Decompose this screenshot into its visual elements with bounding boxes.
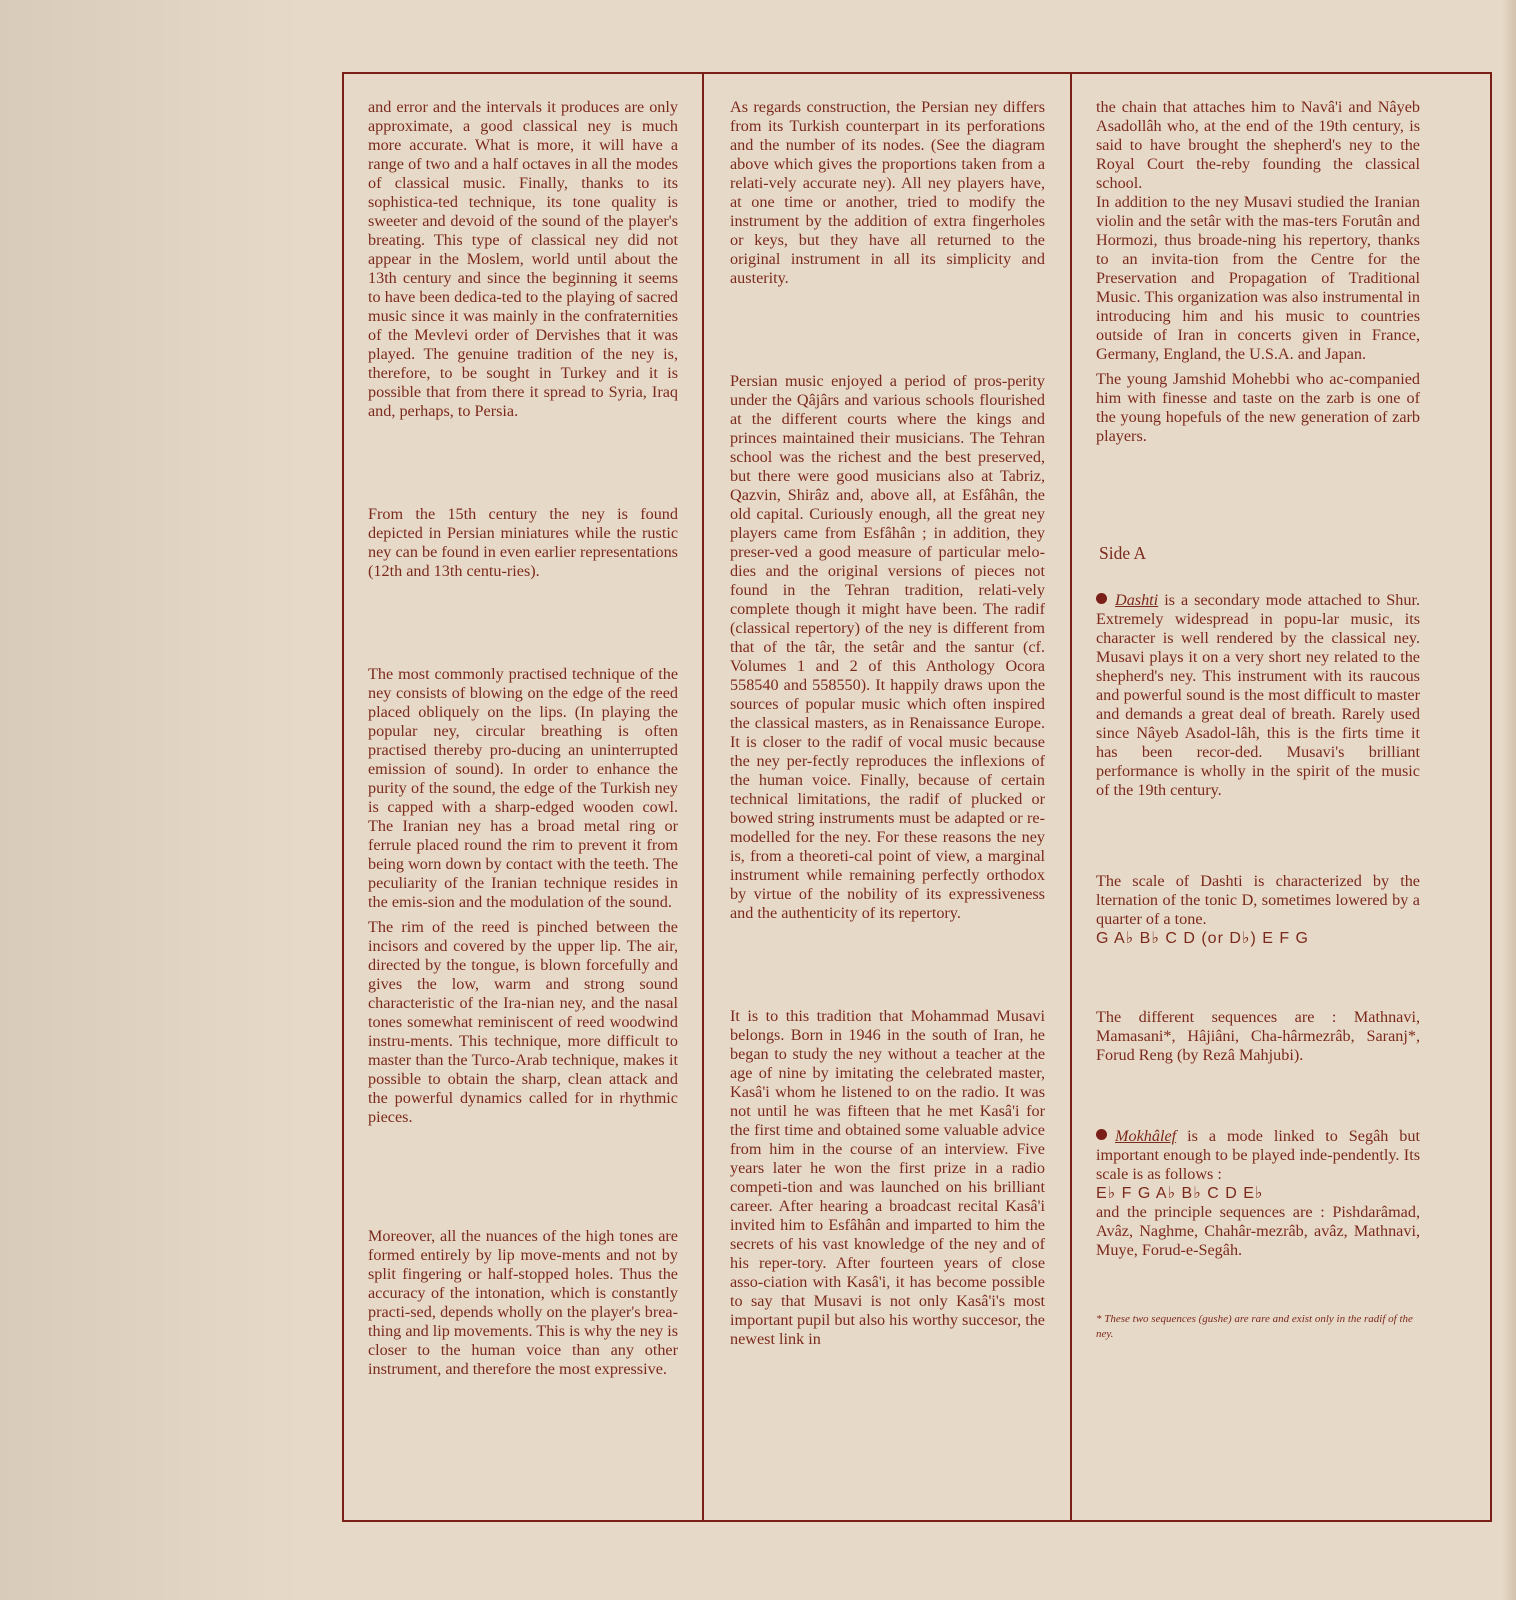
column-rule-1 <box>702 74 704 1520</box>
column-2 <box>730 98 1045 1349</box>
mokhalef-mode-name: Mokhâlef <box>1115 1127 1177 1145</box>
dashti-description: is a secondary mode attached to Shur. Extremely widespread in popu-lar music, its character is well rendered by the classical ney. Musavi plays it on a very short ney related to the shepherd's ney. This instrument with its raucous and powerful sound is the most difficult to master and demands a great deal of breath. Rarely used since Nâyeb Asadol-lâh, this is the firts time it has been recor-ded. Musavi's brilliant performance is wholly in the spirit of the music of the 19th century. <box>1096 591 1420 799</box>
page-margin-shadow <box>0 0 300 1600</box>
col3-paragraph-3: The young Jamshid Mohebbi who ac-companied him with finesse and taste on the zarb is one of the young hopefuls of the new generation of zarb players. <box>1096 370 1420 445</box>
col1-paragraph-1: and error and the intervals it produces are only approximate, a good classical ney is much more accurate. What is more, it will have a range of two and a half octaves in all the modes of classical music. Finally, thanks to its sophistica-ted technique, its tone quality is sweeter and devoid of the sound of the player's breating. This type of classical ney did not appear in the Moslem, world until about the 13th century and since the beginning it seems to have been dedica-ted to the playing of sacred music since it was mainly in the confraternities of the Mevlevi order of Dervishes that it was played. The genuine tradition of the ney is, therefore, to be sought in Turkey and it is possible that from there it spread to Syria, Iraq and, perhaps, to Persia. <box>368 98 678 420</box>
column-3 <box>1096 98 1420 1342</box>
col2-paragraph-3: It is to this tradition that Mohammad Musavi belongs. Born in 1946 in the south of Iran, he began to study the ney without a teacher at the age of nine by imitating the celebrated master, Kasâ'i whom he listened to on the radio. It was not until he was fifteen that he met Kasâ'i for the first time and obtained some valuable advice from him in the course of an interview. Five years later he won the first prize in a radio competi-tion and was launched on his brilliant career. After hearing a broadcast recital Kasâ'i invited him to Esfâhân and imparted to him the secrets of his vast knowledge of the ney and of his reper-tory. After fourteen years of close asso-ciation with Kasâ'i, it has become possible to say that Musavi is not only Kasâ'i's most important pupil but also his worthy succesor, the newest link in <box>730 1007 1045 1348</box>
col1-paragraph-5: Moreover, all the nuances of the high tones are formed entirely by lip move-ments and not by split fingering or half-stopped holes. Thus the accuracy of the intonation, which is constantly practi-sed, depends wholly on the player's brea-thing and lip movements. This is why the ney is closer to the human voice than any other instrument, and therefore the most expressive. <box>368 1227 678 1378</box>
col1-paragraph-2: From the 15th century the ney is found depicted in Persian miniatures while the rustic ney can be found in even earlier representations (12th and 13th centu-ries). <box>368 505 678 580</box>
col2-paragraph-2: Persian music enjoyed a period of pros-perity under the Qâjârs and various schools flourished at the different courts where the kings and princes maintained their musicians. The Tehran school was the richest and the best preserved, but there were good musicians also at Tabriz, Qazvin, Shirâz and, above all, at Esfâhân, the old capital. Curiously enough, all the great ney players came from Esfâhân ; in addition, they preser-ved a good measure of particular melo-dies and the original versions of pieces not found in the Tehran tradition, relati-vely complete though it might have been. The radif (classical repertory) of the ney is different from that of the târ, the setâr and the santur (cf. Volumes 1 and 2 of this Anthology Ocora 558540 and 558550). It happily draws upon the sources of popular music which often inspired the classical masters, as in Renaissance Europe. It is closer to the radif of vocal music because the ney per-fectly reproduces the inflexions of the human voice. Finally, because of certain technical limitations, the radif of plucked or bowed string instruments must be adapted or re-modelled for the ney. For these reasons the ney is, from a theoreti-cal point of view, a marginal instrument while remaining perfectly orthodox by virtue of the nobility of its expressiveness and the authenticity of its repertory. <box>730 372 1045 922</box>
side-a-heading: Side A <box>1099 543 1147 563</box>
text-frame <box>342 72 1492 1522</box>
mokhalef-description: is a mode linked to Segâh but important enough to be played inde-pendently. Its scale is as follows : <box>1096 1127 1420 1183</box>
footnote: * These two sequences (gushe) are rare and exist only in the radif of the ney. <box>1096 1313 1413 1340</box>
col2-paragraph-1: As regards construction, the Persian ney differs from its Turkish counterpart in its perforations and the number of its nodes. (See the diagram above which gives the proportions taken from a relati-vely accurate ney). All ney players have, at one time or another, tried to modify the instrument by the addition of extra fingerholes or keys, but they have all returned to the original instrument in all its simplicity and austerity. <box>730 98 1045 287</box>
dashti-sequences: The different sequences are : Mathnavi, Mamasani*, Hâjiâni, Cha-hârmezrâb, Saranj*, Forud Reng (by Rezâ Mahjubi). <box>1096 1008 1420 1064</box>
dashti-scale: G A♭ B♭ C D (or D♭) E F G <box>1096 930 1309 947</box>
dashti-entry <box>1096 591 1420 800</box>
col1-paragraph-4: The rim of the reed is pinched between the incisors and covered by the upper lip. The air, directed by the tongue, is blown forcefully and gives the low, warm and strong sound characteristic of the Ira-nian ney, and the nasal tones somewhat reminiscent of reed woodwind instru-ments. This technique, more difficult to master than the Turco-Arab technique, makes it possible to obtain the sharp, clean attack and the powerful dynamics called for in rhythmic pieces. <box>368 918 678 1126</box>
mokhalef-sequences: and the principle sequences are : Pishdarâmad, Avâz, Naghme, Chahâr-mezrâb, avâz, Mathnavi, Muye, Forud-e-Segâh. <box>1096 1203 1420 1259</box>
col3-paragraph-1: the chain that attaches him to Navâ'i and Nâyeb Asadollâh who, at the end of the 19th century, is said to have brought the shepherd's ney to the Royal Court the-reby founding the classical school. <box>1096 98 1420 192</box>
column-rule-2 <box>1070 74 1072 1520</box>
dashti-scale-text: The scale of Dashti is characterized by the lternation of the tonic D, sometimes lowered by a quarter of a tone. <box>1096 872 1420 928</box>
page-edge-shadow <box>1502 0 1516 1600</box>
bullet-icon <box>1096 1129 1107 1140</box>
column-1 <box>368 98 678 1379</box>
col3-paragraph-2: In addition to the ney Musavi studied the Iranian violin and the setâr with the mas-ters Forutân and Hormozi, thus broade-ning his repertory, thanks to an invita-tion from the Centre for the Preservation and Propagation of Traditional Music. This organization was also instrumental in introducing him and his music to countries outside of Iran in concerts given in France, Germany, England, the U.S.A. and Japan. <box>1096 193 1420 363</box>
col1-paragraph-3: The most commonly practised technique of the ney consists of blowing on the edge of the reed placed obliquely on the lips. (In playing the popular ney, circular breathing is often practised thereby pro-ducing an uninterrupted emission of sound). In order to enhance the purity of the sound, the edge of the Turkish ney is capped with a sharp-edged wooden cowl. The Iranian ney has a broad metal ring or ferrule placed round the rim to prevent it from being worn down by contact with the teeth. The peculiarity of the Iranian technique resides in the emis-sion and the modulation of the sound. <box>368 665 678 911</box>
mokhalef-scale: E♭ F G A♭ B♭ C D E♭ <box>1096 1185 1264 1202</box>
bullet-icon <box>1096 593 1107 604</box>
mokhalef-entry <box>1096 1127 1420 1184</box>
dashti-mode-name: Dashti <box>1115 591 1159 609</box>
